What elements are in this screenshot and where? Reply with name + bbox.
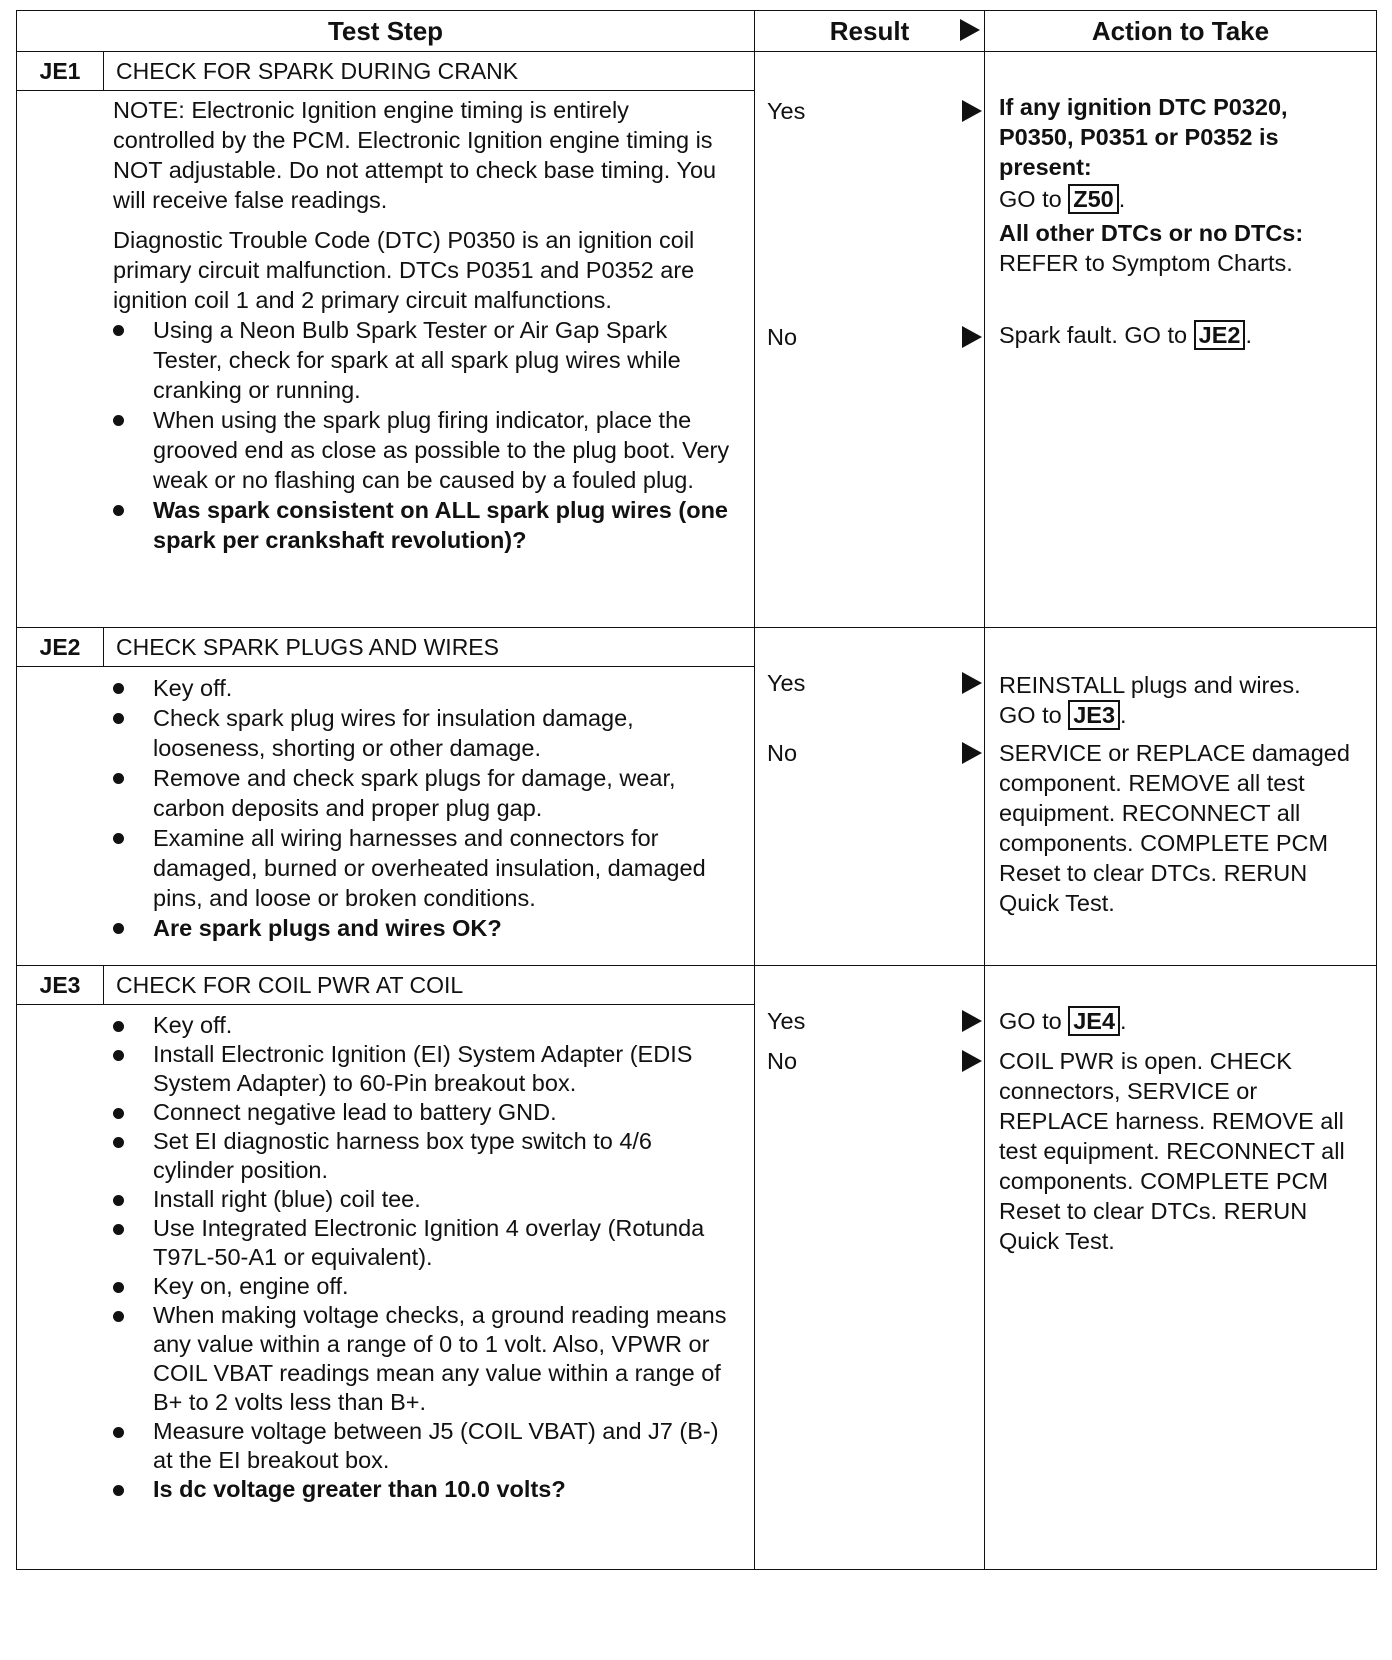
result-yes-label: Yes <box>767 98 806 124</box>
list-item <box>113 763 734 823</box>
step-reference-link[interactable]: JE2 <box>1194 320 1246 350</box>
action-other-text: REFER to Symptom Charts. <box>999 250 1293 276</box>
list-item-text: Measure voltage between J5 (COIL VBAT) and J7 (B-) at the EI breakout box. <box>153 1418 719 1473</box>
table-row-je1 <box>17 52 1377 628</box>
step-id: JE1 <box>17 52 104 90</box>
goto-text: GO to <box>999 702 1062 728</box>
list-item <box>113 1127 734 1185</box>
table-header-row <box>17 11 1377 52</box>
step-bullets <box>113 1011 734 1504</box>
list-item <box>113 1475 734 1504</box>
list-item-text: Are spark plugs and wires OK? <box>153 915 502 941</box>
list-item-text: Examine all wiring harnesses and connectors for damaged, burned or overheated insulation, damaged pins, and loose or broken conditions. <box>153 825 706 911</box>
step-body-je3 <box>17 1005 754 1510</box>
list-item-text: When making voltage checks, a ground reading means any value within a range of 0 to 1 volt. Also, VPWR or COIL VBAT readings mean any value within a range of B+ to 2 volts less than B+. <box>153 1302 727 1415</box>
arrow-right-icon <box>962 100 982 122</box>
step-reference-link[interactable]: JE4 <box>1068 1006 1120 1036</box>
step-reference-link[interactable]: Z50 <box>1068 184 1119 214</box>
bullet-icon <box>113 325 124 336</box>
step-reference-link[interactable]: JE3 <box>1068 700 1120 730</box>
list-item <box>113 1011 734 1040</box>
list-item <box>113 823 734 913</box>
result-no-label: No <box>767 1048 798 1074</box>
arrow-right-icon <box>962 326 982 348</box>
action-no-text: Spark fault. GO to <box>999 322 1188 348</box>
action-yes: GO to JE4 . <box>999 1008 1127 1034</box>
list-item <box>113 703 734 763</box>
result-no-label: No <box>767 740 798 766</box>
action-no: SERVICE or REPLACE damaged component. REMOVE all test equipment. RECONNECT all components. COMPLETE PCM Reset to clear DTCs. RERUN Quick Test. <box>999 740 1350 916</box>
result-no-label: No <box>767 324 798 350</box>
list-item-text: Install Electronic Ignition (EI) System Adapter (EDIS System Adapter) to 60-Pin breakout box. <box>153 1041 693 1096</box>
list-item-text: Key off. <box>153 1012 233 1038</box>
result-no <box>767 740 984 767</box>
result-yes-label: Yes <box>767 1008 806 1034</box>
result-cell-je1 <box>755 52 985 628</box>
note-text: NOTE: Electronic Ignition engine timing is entirely controlled by the PCM. Electronic Ignition engine timing is NOT adjustable. Do not attempt to check base timing. You will receive false readings. <box>113 97 717 213</box>
bullet-icon <box>113 415 124 426</box>
bullet-icon <box>113 1282 124 1293</box>
list-item <box>113 913 734 943</box>
header-result <box>755 11 985 52</box>
step-header-je2 <box>17 628 754 667</box>
list-item <box>113 673 734 703</box>
list-item <box>113 1185 734 1214</box>
bullet-icon <box>113 1195 124 1206</box>
step-bullets <box>113 673 734 943</box>
goto-text: GO to <box>999 186 1062 212</box>
action-other-condition: All other DTCs or no DTCs: <box>999 220 1304 246</box>
list-item-text: Remove and check spark plugs for damage, wear, carbon deposits and proper plug gap. <box>153 765 676 821</box>
action-yes-condition: If any ignition DTC P0320, P0350, P0351 or P0352 is present: <box>999 94 1288 180</box>
result-yes-label: Yes <box>767 670 806 696</box>
bullet-icon <box>113 1108 124 1119</box>
action-cell-je1 <box>985 52 1377 628</box>
list-item <box>113 1214 734 1272</box>
bullet-icon <box>113 1485 124 1496</box>
step-bullets <box>113 315 734 555</box>
header-result-label: Result <box>829 15 910 46</box>
arrow-right-icon <box>962 1010 982 1032</box>
result-no <box>767 324 984 351</box>
arrow-right-icon <box>960 19 980 41</box>
table-row-je2 <box>17 628 1377 966</box>
action-yes <box>999 92 1368 278</box>
header-test-step: Test Step <box>17 11 755 52</box>
list-item <box>113 1272 734 1301</box>
list-item <box>113 1417 734 1475</box>
arrow-right-icon <box>962 742 982 764</box>
list-item-text: When using the spark plug firing indicator, place the grooved end as close as possible to the plug boot. Very weak or no flashing can be caused by a fouled plug. <box>153 407 730 493</box>
action-yes <box>999 670 1368 730</box>
step-cell-je2 <box>17 628 755 966</box>
step-cell-je1 <box>17 52 755 628</box>
bullet-icon <box>113 833 124 844</box>
bullet-icon <box>113 683 124 694</box>
bullet-icon <box>113 1021 124 1032</box>
step-title: CHECK FOR COIL PWR AT COIL <box>116 972 464 998</box>
bullet-icon <box>113 1137 124 1148</box>
result-no <box>767 1048 984 1075</box>
action-goto-line: GO to Z50 . <box>999 186 1126 212</box>
bullet-icon <box>113 923 124 934</box>
bullet-icon <box>113 1224 124 1235</box>
bullet-icon <box>113 1050 124 1061</box>
list-item <box>113 1098 734 1127</box>
result-yes <box>767 98 984 125</box>
dtc-text: Diagnostic Trouble Code (DTC) P0350 is an ignition coil primary circuit malfunction. DTCs P0351 and P0352 are ignition coil 1 and 2 primary circuit malfunctions. <box>113 227 695 313</box>
list-item <box>113 405 734 495</box>
action-no: Spark fault. GO to JE2 . <box>999 322 1252 348</box>
list-item-text: Install right (blue) coil tee. <box>153 1186 421 1212</box>
list-item <box>113 315 734 405</box>
pinpoint-test-table <box>16 10 1377 1570</box>
step-id: JE2 <box>17 628 104 666</box>
list-item-text: Set EI diagnostic harness box type switch to 4/6 cylinder position. <box>153 1128 652 1183</box>
step-body-je2 <box>17 667 754 949</box>
list-item-text: Key on, engine off. <box>153 1273 349 1299</box>
list-item-text: Was spark consistent on ALL spark plug wires (one spark per crankshaft revolution)? <box>153 497 729 553</box>
step-title: CHECK FOR SPARK DURING CRANK <box>116 58 519 84</box>
diagnostic-table-page <box>16 10 1376 1656</box>
arrow-right-icon <box>962 672 982 694</box>
bullet-icon <box>113 505 124 516</box>
step-header-je1 <box>17 52 754 91</box>
result-cell-je3 <box>755 966 985 1570</box>
step-title: CHECK SPARK PLUGS AND WIRES <box>116 634 499 660</box>
action-no: COIL PWR is open. CHECK connectors, SERVICE or REPLACE harness. REMOVE all test equipment. RECONNECT all components. COMPLETE PCM Reset to clear DTCs. RERUN Quick Test. <box>999 1048 1345 1254</box>
table-row-je3 <box>17 966 1377 1570</box>
list-item-text: Use Integrated Electronic Ignition 4 overlay (Rotunda T97L-50-A1 or equivalent). <box>153 1215 705 1270</box>
step-id: JE3 <box>17 966 104 1004</box>
result-yes <box>767 1008 984 1035</box>
bullet-icon <box>113 713 124 724</box>
action-cell-je2 <box>985 628 1377 966</box>
result-cell-je2 <box>755 628 985 966</box>
result-yes <box>767 670 984 697</box>
action-goto-line: GO to JE3 . <box>999 702 1127 728</box>
arrow-right-icon <box>962 1050 982 1072</box>
bullet-icon <box>113 1427 124 1438</box>
step-cell-je3 <box>17 966 755 1570</box>
list-item-text: Key off. <box>153 675 233 701</box>
step-header-je3 <box>17 966 754 1005</box>
list-item-text: Connect negative lead to battery GND. <box>153 1099 557 1125</box>
action-yes-text: REINSTALL plugs and wires. <box>999 672 1301 698</box>
list-item-text: Check spark plug wires for insulation damage, looseness, shorting or other damage. <box>153 705 634 761</box>
action-cell-je3 <box>985 966 1377 1570</box>
header-action: Action to Take <box>985 11 1377 52</box>
list-item-text: Is dc voltage greater than 10.0 volts? <box>153 1476 566 1502</box>
list-item <box>113 495 734 555</box>
list-item-text: Using a Neon Bulb Spark Tester or Air Gap Spark Tester, check for spark at all spark plug wires while cranking or running. <box>153 317 681 403</box>
bullet-icon <box>113 1311 124 1322</box>
bullet-icon <box>113 773 124 784</box>
list-item <box>113 1040 734 1098</box>
list-item <box>113 1301 734 1417</box>
step-body-je1 <box>17 91 754 561</box>
goto-text: GO to <box>999 1008 1062 1034</box>
